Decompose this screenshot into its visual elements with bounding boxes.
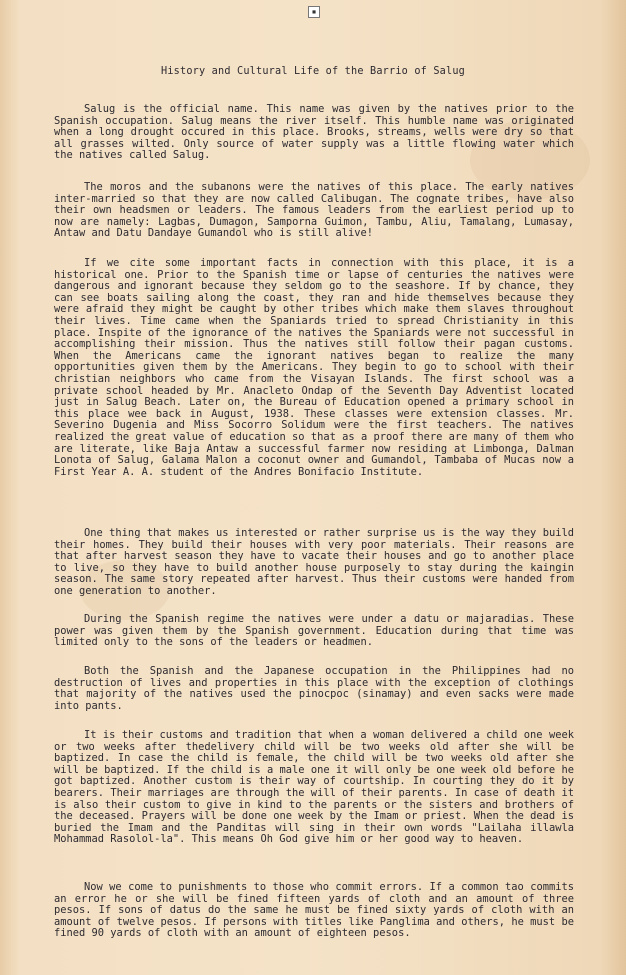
paragraph-text: Both the Spanish and the Japanese occupation in the Philippines had no destruction of lives and properties in this place with the exception of clothings that majority of the natives used the pinocpoc (sinamay) and even sacks were made into pants. — [54, 665, 574, 712]
paragraph-history — [54, 258, 574, 478]
paragraph-spanish-regime — [54, 614, 574, 649]
paragraph-text: The moros and the subanons were the natives of this place. The early natives inter-married so that they are now called Calibugan. The cognate tribes, have also their own headsmen or leaders. The famous leaders from the earliest period up to now are namely: Lagbas, Dumagon, Samporna Guimon, Tambu, Aliu, Tamalang, Lumasay, Antaw and Datu Dandaye Gumandol who is still alive! — [54, 181, 574, 240]
paragraph-text: One thing that makes us interested or rather surprise us is the way they build their homes. They build their houses with very poor materials. Their reasons are that after harvest season they have to vacate their houses and go to another place to live, so they have to build another house purposely to stay during the kaingin season. The same story repeated after harvest. Thus their customs were handed from one generation to another. — [54, 527, 574, 597]
paragraph-occupation — [54, 666, 574, 712]
paragraph-text: It is their customs and tradition that when a woman delivered a child one week or two weeks after thedelivery child will be two weeks old after she will be baptized. In case the child is female, the child will be two weeks old after she will be baptized. If the child is a male one it will only be one week old before he got baptized. Another custom is their way of courtship. In courting they do it by bearers. Their marriages are through the will of their parents. In case of death it is also their custom to give in kind to the parents or the sisters and brothers of the deceased. Prayers will be done one week by the Imam or priest. When the dead is buried the Imam and the Panditas will sing in their own words "Lailaha illawla Mohammad Rasolol-la". This means Oh God give him or her good way to heaven. — [54, 729, 574, 846]
paragraph-text: Salug is the official name. This name was given by the natives prior to the Spanish occupation. Salug means the river itself. This humble name was originated when a long drought occured in this place. Brooks, streams, wells were dry so that all grasses wilted. Only source of water supply was a little flowing water which the natives called Salug. — [54, 103, 574, 162]
paragraph-homes — [54, 528, 574, 598]
punch-mark-icon: ▪ — [308, 6, 320, 18]
document-title: History and Cultural Life of the Barrio of Salug — [160, 66, 465, 77]
paragraph-customs — [54, 730, 574, 846]
paragraph-natives — [54, 182, 574, 240]
paragraph-punishments — [54, 882, 574, 940]
paragraph-text: Now we come to punishments to those who commit errors. If a common tao commits an error he or she will be fined fifteen yards of cloth and an amount of three pesos. If sons of datus do the same he must be fined sixty yards of cloth with an amount of twelve pesos. If persons with titles like Panglima and others, he must be fined 90 yards of cloth with an amount of eighteen pesos. — [54, 881, 574, 940]
paragraph-text: During the Spanish regime the natives were under a datu or majaradias. These power was given them by the Spanish government. Education during that time was limited only to the sons of the leaders or headmen. — [54, 613, 574, 649]
paragraph-text: If we cite some important facts in connection with this place, it is a historical one. Prior to the Spanish time or lapse of centuries the natives were dangerous and ignorant because they seldom go to the seashore. If by chance, they can see boats sailing along the coast, they ran and hide themselves because they were afraid they might be caught by other tribes which make them slaves throughout their lives. Time came when the Spaniards tried to spread Christianity in this place. Inspite of the ignorance of the natives the Spaniards were not successful in accomplishing their mission. Thus the natives still follow their pagan customs. When the Americans came the ignorant natives began to realize the many opportunities given them by the Americans. They begin to go to school with their christian neighbors who came from the Visayan Islands. The first school was a private school headed by Mr. Anacleto Ondap of the Seventh Day Adventist located just in Salug Beach. Later on, the Bureau of Education opened a primary school in this place wee back in August, 1938. These classes were extension classes. Mr. Severino Dugenia and Miss Socorro Solidum were the first teachers. The natives realized the great value of education so that as a proof there are many of them who are literate, like Baja Antaw a successful farmer now residing at Limbonga, Dalman Lonota of Salug, Galama Malon a coconut owner and Gumandol, Tambaba of Mucas now a First Year A. A. student of the Andres Bonifacio Institute. — [54, 257, 574, 478]
paragraph-name-origin — [54, 104, 574, 162]
